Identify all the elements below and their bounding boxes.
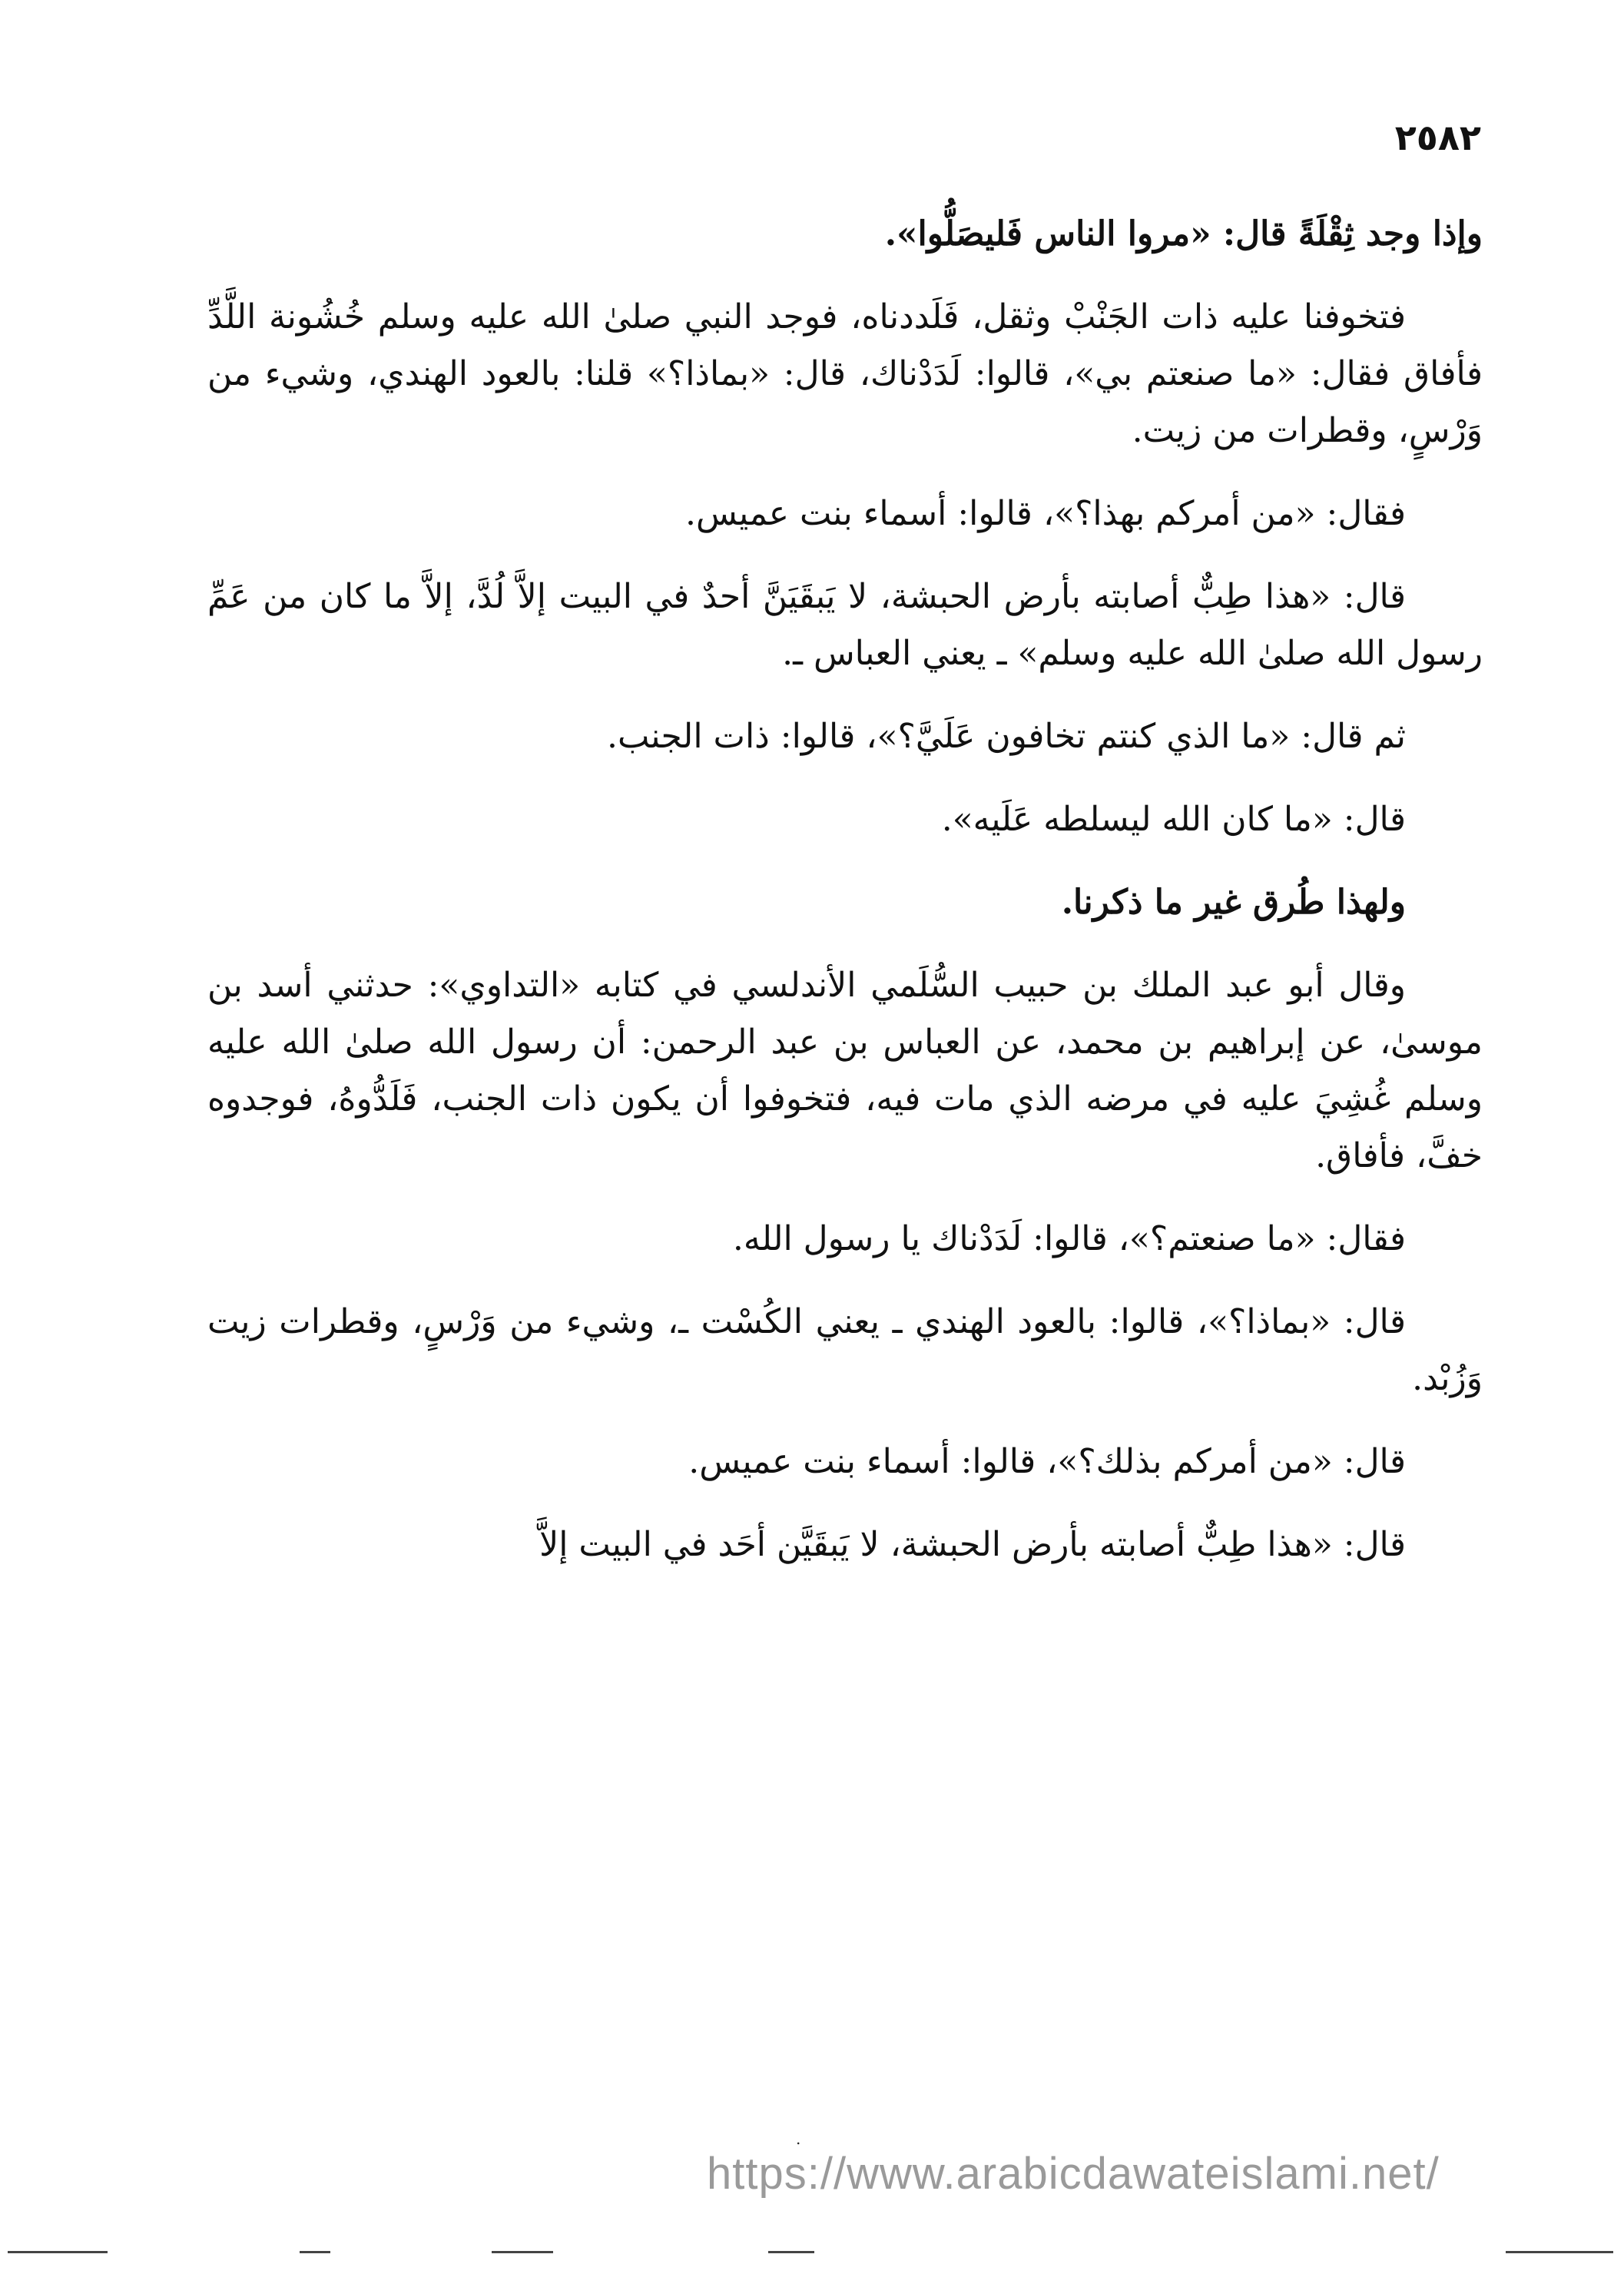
text-block — [207, 206, 1483, 1599]
scan-edge-line — [768, 2251, 814, 2253]
paragraph: ولهذا طُرق غير ما ذكرنا. — [1061, 883, 1406, 922]
paragraph: فقال: «ما صنعتم؟»، قالوا: لَدَدْناك يا رسول الله. — [732, 1219, 1406, 1258]
scan-edge-line — [1506, 2251, 1613, 2253]
paragraph: وقال أبو عبد الملك بن حبيب السُّلَمي الأندلسي في كتابه «التداوي»: حدثني أسد بن موسىٰ، عن إبراهيم بن محمد، عن العباس بن عبد الرحمن: أن رسول الله صلىٰ الله عليه وسلم غُشِيَ عليه في مرضه الذي مات فيه، فتخوفوا أن يكون ذات الجنب، فَلَدُّوهُ، فوجدوه خفَّ، فأفاق. — [207, 966, 1483, 1175]
paragraph: فتخوفنا عليه ذات الجَنْبْ وثقل، فَلَددناه، فوجد النبي صلىٰ الله عليه وسلم خُشُونة اللَّدِّ فأفاق فقال: «ما صنعتم بي»، قالوا: لَدَدْناك، قال: «بماذا؟» قلنا: بالعود الهندي، وشيء من وَرْسٍ، وقطرات من زيت. — [207, 297, 1483, 450]
scan-edge-line — [492, 2251, 553, 2253]
page-number: ٢٥٨٢ — [1394, 117, 1481, 158]
watermark-url: https://www.arabicdawateislami.net/ — [707, 2149, 1440, 2199]
scan-edge-line — [300, 2251, 330, 2253]
paragraph: قال: «بماذا؟»، قالوا: بالعود الهندي ـ يعني الكُسْت ـ، وشيء من وَرْسٍ، وقطرات زيت وَزُبْد. — [207, 1302, 1483, 1398]
paragraph: قال: «هذا طِبٌّ أصابته بأرض الحبشة، لا يَبقَيَّن أحَد في البيت إلاَّ — [539, 1525, 1406, 1564]
paragraph: وإذا وجد ثِقْلَةً قال: «مروا الناس فَليصَلُّوا». — [884, 214, 1483, 254]
paragraph: قال: «هذا طِبٌّ أصابته بأرض الحبشة، لا يَبقَيَنَّ أحدٌ في البيت إلاَّ لُدَّ، إلاَّ ما كان من عَمِّ رسول الله صلىٰ الله عليه وسلم» ـ يعني العباس ـ. — [207, 577, 1483, 673]
paragraph: فقال: «من أمركم بهذا؟»، قالوا: أسماء بنت عميس. — [684, 494, 1406, 533]
paragraph: قال: «من أمركم بذلك؟»، قالوا: أسماء بنت عميس. — [688, 1442, 1406, 1481]
paragraph: قال: «ما كان الله ليسلطه عَلَيه». — [941, 800, 1406, 839]
scan-edge-line — [8, 2251, 108, 2253]
paragraph: ثم قال: «ما الذي كنتم تخافون عَلَيَّ؟»، قالوا: ذات الجنب. — [607, 717, 1406, 756]
footer-dot: . — [796, 2130, 801, 2148]
